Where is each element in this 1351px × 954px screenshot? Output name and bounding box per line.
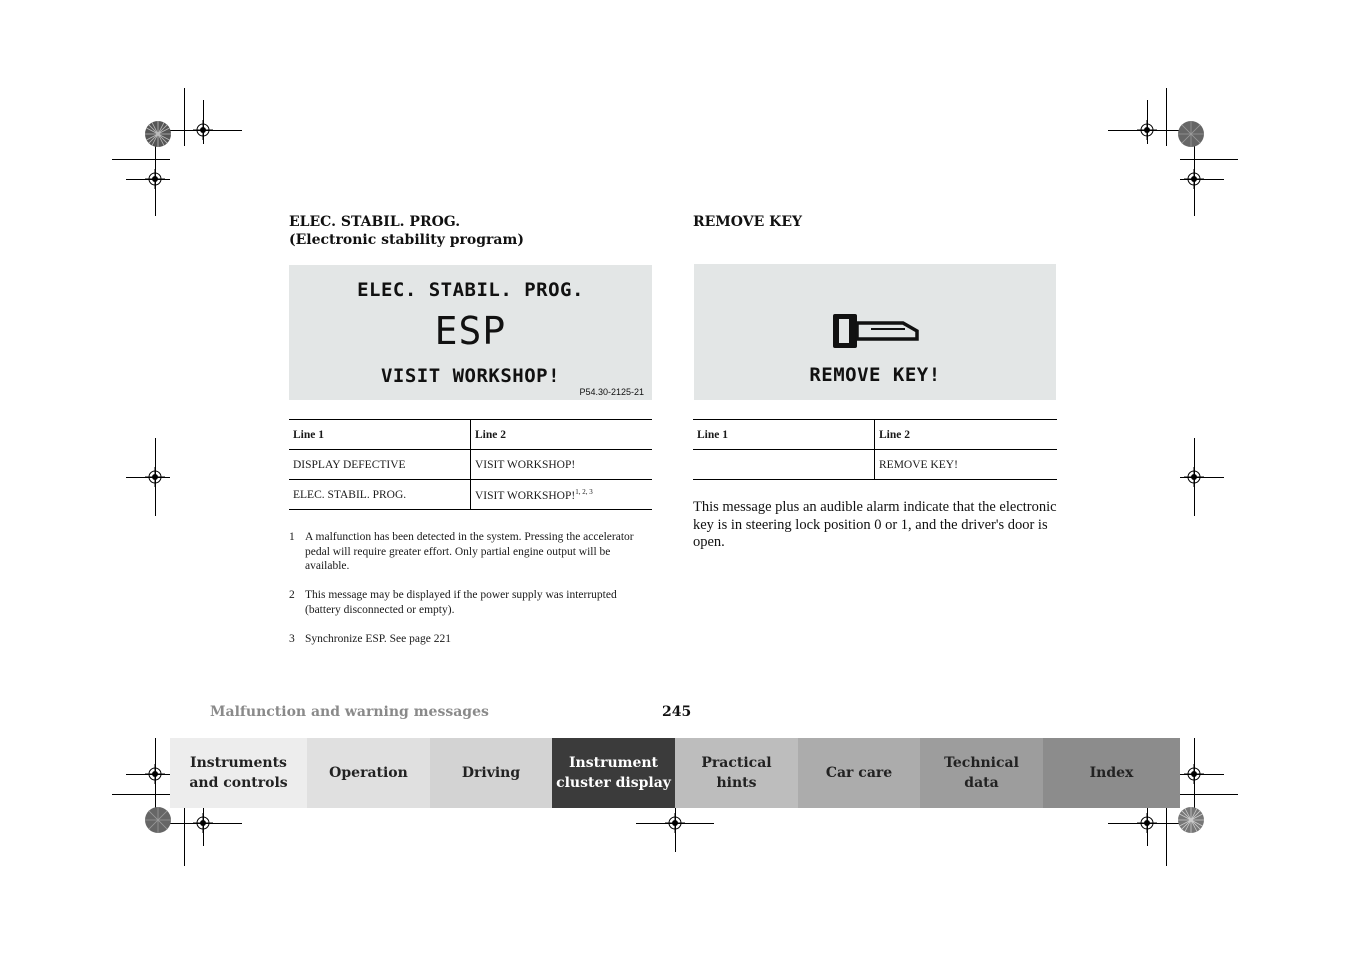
tab-instruments-and-controls[interactable] [170,738,307,808]
registration-target-icon [1184,169,1204,189]
figure-code: P54.30-2125-21 [579,387,644,397]
column-header-line2: Line 2 [471,420,653,450]
tab-instrument-cluster-display[interactable] [552,738,675,808]
footnote [289,588,649,617]
table-cell [471,480,653,510]
registration-target-icon [145,169,165,189]
remove-key-heading: REMOVE KEY [693,214,802,230]
registration-target-icon [145,467,165,487]
tab-index[interactable] [1043,738,1180,808]
tab-car-care[interactable] [798,738,920,808]
tab-label: Operation [329,765,408,781]
key-icon [831,312,919,350]
section-title: Malfunction and warning messages [210,704,489,720]
column-header-line1: Line 1 [693,420,875,450]
column-header-line2: Line 2 [875,420,1058,450]
tab-label: Driving [461,765,521,781]
remove-key-message-table [693,419,1057,480]
footnote-text: A malfunction has been detected in the system. Pressing the accelerator pedal will require greater effort. Only partial engine output will be available. [305,531,634,572]
registration-target-icon [145,764,165,784]
footnote-number: 3 [289,632,295,645]
tab-label: Index [1089,765,1134,781]
footnote-text: This message may be displayed if the power supply was interrupted (battery disconnected or empty). [305,589,617,616]
registration-target-icon [665,813,685,833]
esp-display-illustration [289,265,652,400]
tab-label: Instruments [190,755,287,771]
table-cell: VISIT WORKSHOP! [471,450,653,480]
table-header-row [289,420,652,450]
registration-target-icon [1184,467,1204,487]
tab-label: Car care [825,765,893,781]
esp-heading-line1: ELEC. STABIL. PROG. [289,214,461,230]
tab-label: and controls [189,775,288,791]
table-row [289,480,652,510]
footnotes [289,530,649,661]
footnote-refs: 1, 2, 3 [575,487,593,496]
starburst-target-icon [144,120,172,148]
cell-text: VISIT WORKSHOP! [475,489,576,502]
starburst-target-icon [144,806,172,834]
tab-driving[interactable] [430,738,552,808]
registration-target-icon [193,813,213,833]
esp-heading-line2: (Electronic stability program) [289,232,524,248]
table-cell: DISPLAY DEFECTIVE [289,450,471,480]
esp-display-line-big: ESP [434,309,507,353]
footnote-number: 1 [289,531,295,543]
esp-message-table [289,419,652,510]
tab-label: Instrument [569,755,658,771]
tab-label: Practical hints [701,755,772,791]
tab-technical-data[interactable] [920,738,1043,808]
tab-label: Technical [944,755,1019,771]
remove-key-description: This message plus an audible alarm indicate that the electronic key is in steering lock position 0 or 1, and the driver's door is open. [693,499,1057,550]
esp-heading [289,213,524,249]
table-row [693,450,1057,480]
column-header-line1: Line 1 [289,420,471,450]
tab-practical-hints[interactable] [675,738,798,808]
registration-target-icon [1137,120,1157,140]
esp-display-line-bottom: VISIT WORKSHOP! [380,365,561,387]
table-cell: REMOVE KEY! [875,450,1058,480]
page-number: 245 [662,704,692,720]
esp-display-line-top: ELEC. STABIL. PROG. [357,279,584,301]
tab-label: data [964,775,999,791]
table-cell [693,450,875,480]
tab-label: cluster display [556,775,671,791]
remove-key-display-line: REMOVE KEY! [809,364,941,386]
table-cell: ELEC. STABIL. PROG. [289,480,471,510]
registration-target-icon [193,120,213,140]
table-header-row [693,420,1057,450]
footnote [289,530,649,574]
registration-target-icon [1137,813,1157,833]
registration-target-icon [1184,764,1204,784]
starburst-target-icon [1177,120,1205,148]
tab-operation[interactable] [307,738,430,808]
starburst-target-icon [1177,806,1205,834]
footnote [289,632,649,647]
remove-key-display-illustration [694,264,1056,400]
footnote-text: Synchronize ESP. See page 221 [305,632,451,645]
table-row [289,450,652,480]
chapter-nav [170,738,1180,808]
footnote-number: 2 [289,589,295,601]
